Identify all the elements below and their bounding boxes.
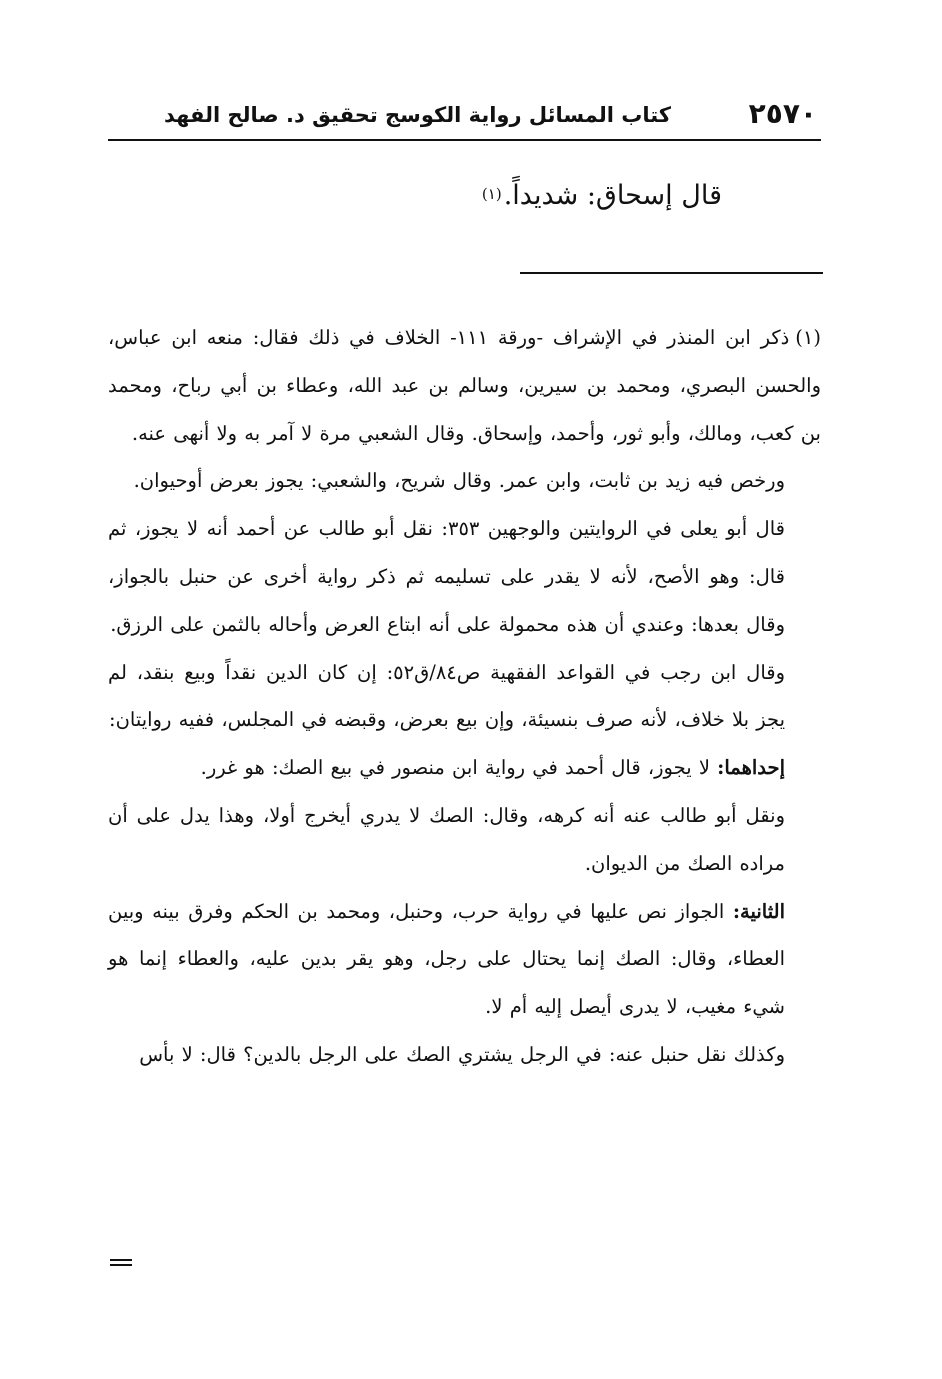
footnote-reference: (١) bbox=[481, 185, 502, 203]
footnotes-section bbox=[108, 314, 821, 1079]
running-title: كتاب المسائل رواية الكوسج تحقيق د. صالح الفهد bbox=[164, 103, 671, 127]
footnote-text-2: ورخص فيه زيد بن ثابت، وابن عمر. وقال شريح، والشعبي: يجوز بعرض أوحيوان. bbox=[133, 469, 785, 493]
footnote-paragraph bbox=[108, 888, 785, 1031]
footnote-text-5: لا يجوز، قال أحمد في رواية ابن منصور في بيع الصك: هو غرر. bbox=[200, 756, 710, 780]
header-rule bbox=[108, 139, 821, 141]
page-header bbox=[108, 94, 821, 138]
main-text-body: قال إسحاق: شديداً. bbox=[503, 180, 722, 211]
footnote-paragraph bbox=[108, 744, 785, 792]
page-number: ٢٥٧٠ bbox=[748, 97, 817, 130]
footnote-paragraph bbox=[108, 505, 785, 648]
main-text bbox=[482, 172, 722, 220]
footnote-paragraph bbox=[108, 649, 785, 745]
footnote-label-second: الثانية: bbox=[732, 899, 785, 923]
footnote-paragraph bbox=[108, 314, 821, 457]
footnote-paragraph bbox=[108, 792, 785, 888]
footnote-paragraph bbox=[108, 457, 785, 505]
footnote-text-3: قال أبو يعلى في الروايتين والوجهين ٣٥٣: نقل أبو طالب عن أحمد أنه لا يجوز، ثم قال: وهو الأصح، لأنه لا يقدر على تسليمه ثم ذكر رواية أخرى عن حنبل بالجواز، وقال بعدها: وعندي أن هذه محمولة على أنه ابتاع العرض وأحاله بالثمن على الرزق. bbox=[108, 517, 785, 636]
continuation-mark bbox=[110, 1259, 132, 1267]
footnote-paragraph bbox=[108, 1031, 785, 1079]
footnote-text-6: ونقل أبو طالب عنه أنه كرهه، وقال: الصك لا يدري أيخرج أولا، وهذا يدل على أن مراده الصك من الديوان. bbox=[108, 803, 785, 875]
footnote-marker: (١) bbox=[795, 326, 821, 349]
footnote-label-first: إحداهما: bbox=[717, 756, 785, 780]
footnote-text-4: وقال ابن رجب في القواعد الفقهية ص٨٤/ق٥٢: إن كان الدين نقداً وبيع بنقد، لم يجز بلا خلاف، لأنه صرف بنسيئة، وإن بيع بعرض، وقبضه في المجلس، ففيه روايتان: bbox=[108, 660, 785, 732]
footnote-separator bbox=[520, 272, 823, 274]
footnote-text-7: الجواز نص عليها في رواية حرب، وحنبل، ومحمد بن الحكم وفرق بينه وبين العطاء، وقال: الصك إنما يحتال على رجل، وهو يقر بدين عليه، والعطاء إنما هو شيء مغيب، لا يدرى أيصل إليه أم لا. bbox=[108, 899, 785, 1019]
footnote-text-1: ذكر ابن المنذر في الإشراف -ورقة ١١١- الخلاف في ذلك فقال: منعه ابن عباس، والحسن البصري، ومحمد بن سيرين، وسالم بن عبد الله، وعطاء بن أبي رباح، ومحمد بن كعب، ومالك، وأبو ثور، وأحمد، وإسحاق. وقال الشعبي مرة لا آمر به ولا أنهى عنه. bbox=[108, 326, 821, 445]
footnote-text-8: وكذلك نقل حنبل عنه: في الرجل يشتري الصك على الرجل بالدين؟ قال: لا بأس bbox=[139, 1042, 785, 1066]
